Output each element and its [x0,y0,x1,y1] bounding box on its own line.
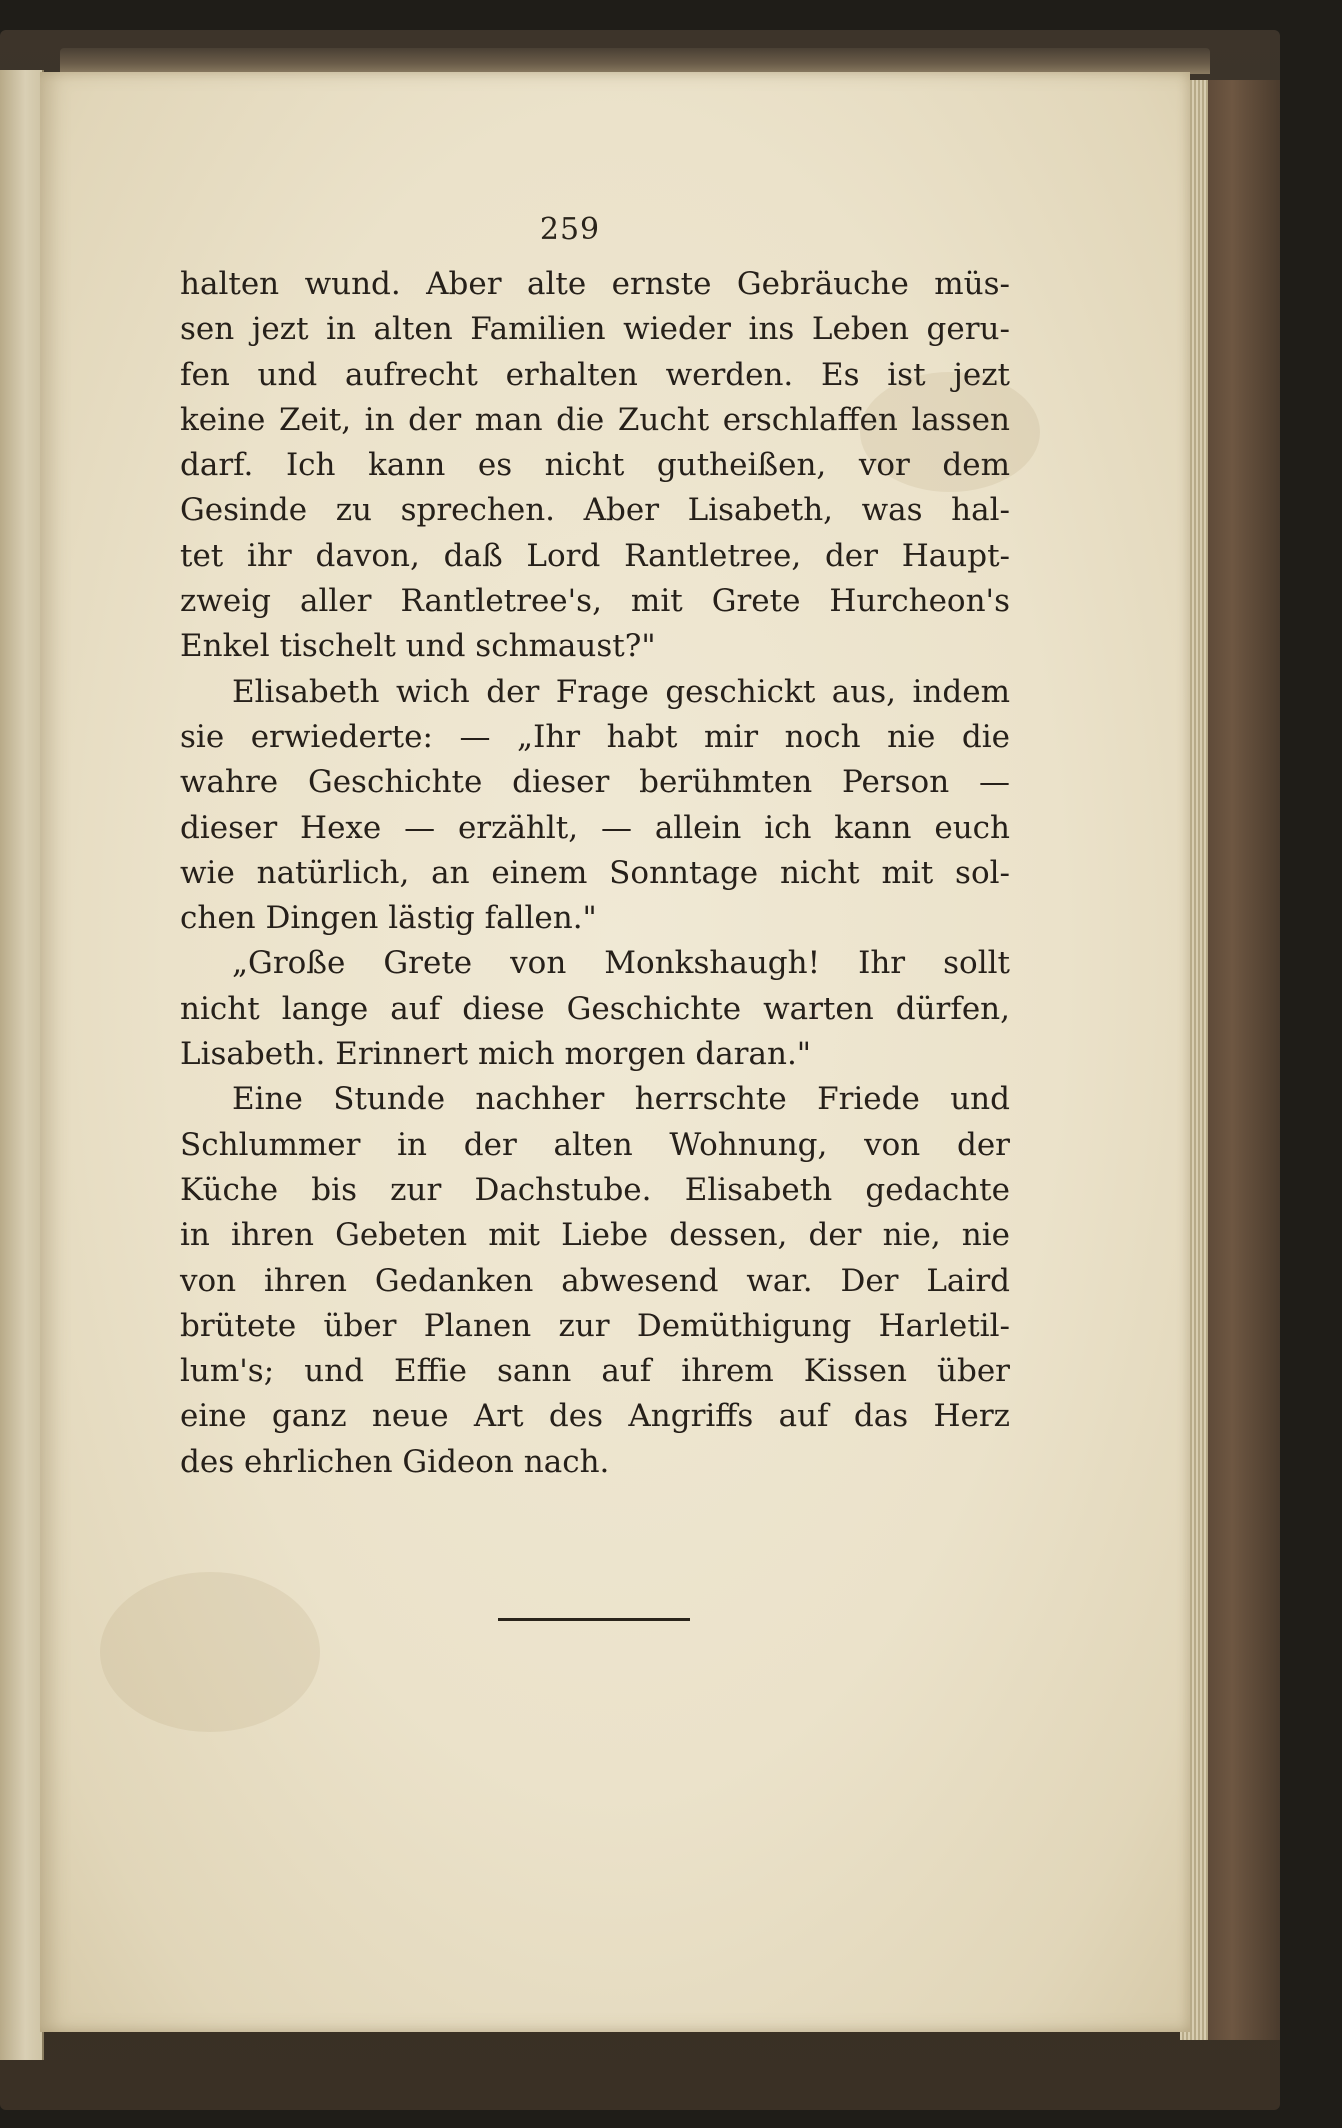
text-line: in ihren Gebeten mit Liebe dessen, der nie, nie [180,1217,1010,1254]
text-line: keine Zeit, in der man die Zucht erschlaffen lassen [180,401,1010,438]
text-line: sie erwiederte: — „Ihr habt mir noch nie die [180,718,1010,755]
text-line: chen Dingen lästig fallen." [180,900,597,937]
text-line: wie natürlich, an einem Sonntage nicht mit sol- [180,854,1010,891]
text-line: Schlummer in der alten Wohnung, von der [180,1126,1010,1163]
paper-stain [100,1572,320,1732]
text-line: sen jezt in alten Familien wieder ins Leben geru- [180,311,1010,348]
text-line: darf. Ich kann es nicht gutheißen, vor dem [180,447,1010,484]
text-line: von ihren Gedanken abwesend war. Der Laird [180,1262,1010,1299]
text-line: Elisabeth wich der Frage geschickt aus, indem [232,673,1010,710]
text-line: Küche bis zur Dachstube. Elisabeth gedachte [180,1171,1010,1208]
text-line: Eine Stunde nachher herrschte Friede und [232,1081,1010,1118]
section-end-rule [498,1618,690,1621]
text-line: brütete über Planen zur Demüthigung Harletil- [180,1307,1010,1344]
text-line: eine ganz neue Art des Angriffs auf das Herz [180,1398,1010,1435]
text-line: lum's; und Effie sann auf ihrem Kissen über [180,1353,1010,1390]
text-line: nicht lange auf diese Geschichte warten dürfen, [180,990,1010,1027]
text-line: Gesinde zu sprechen. Aber Lisabeth, was hal- [180,492,1010,529]
text-line: Lisabeth. Erinnert mich morgen daran." [180,1036,812,1073]
page-text [180,262,1010,1485]
text-line: halten wund. Aber alte ernste Gebräuche müs- [180,266,1010,302]
text-line: „Große Grete von Monkshaugh! Ihr sollt [232,945,1010,982]
text-line: wahre Geschichte dieser berühmten Person — [180,764,1010,801]
text-line: des ehrlichen Gideon nach. [180,1443,610,1480]
text-line: Enkel tischelt und schmaust?" [180,628,656,665]
facing-page-edge [0,70,44,2060]
text-line: dieser Hexe — erzählt, — allein ich kann euch [180,809,1010,846]
cover-edge [1200,80,1280,2040]
page-number: 259 [539,212,601,247]
cover-top-band [60,48,1210,74]
text-line: fen und aufrecht erhalten werden. Es ist jezt [180,356,1010,393]
text-line: zweig aller Rantletree's, mit Grete Hurcheon's [180,583,1010,620]
text-line: tet ihr davon, daß Lord Rantletree, der Haupt- [180,537,1010,574]
